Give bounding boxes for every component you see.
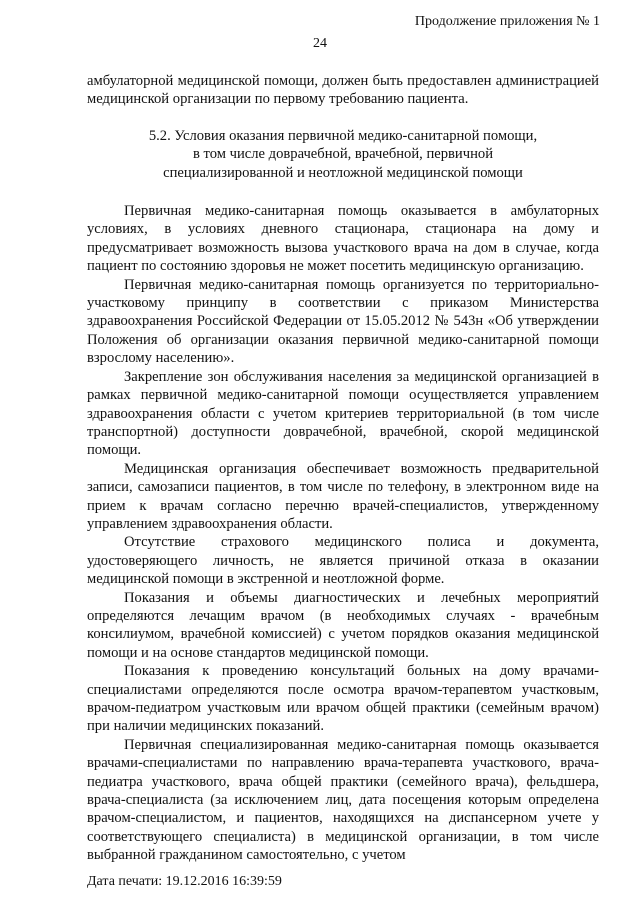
paragraph: Показания и объемы диагностических и лечебных мероприятий определяются лечащим врачом (в необходимых случаях - врачебным консилиумом, врачебной комиссией) с учетом порядков оказания медицинской помощи и на основе стандартов медицинской помощи. — [87, 589, 599, 661]
section-title — [87, 127, 599, 182]
continuation-label: Продолжение приложения № 1 — [414, 14, 600, 29]
page-number: 24 — [313, 36, 327, 51]
section-title-line: в том числе доврачебной, врачебной, первичной — [193, 146, 493, 163]
document-body — [87, 72, 599, 865]
section-title-line: специализированной и неотложной медицинской помощи — [163, 164, 523, 181]
paragraph: Закрепление зон обслуживания населения за медицинской организацией в рамках первичной медико-санитарной помощи осуществляется управлением здравоохранения области с учетом критериев территориальной (в том числе транспортной) доступности доврачебной, врачебной, скорой медицинской помощи. — [87, 368, 599, 459]
section-title-line: 5.2. Условия оказания первичной медико-санитарной помощи, — [148, 127, 538, 144]
intro-paragraph: амбулаторной медицинской помощи, должен быть предоставлен администрацией медицинской организации по первому требованию пациента. — [87, 73, 599, 108]
paragraph: Первичная специализированная медико-санитарная помощь оказывается врачами-специалистами по направлению врача-терапевта участкового, врача-педиатра участкового, врача общей практики (семейного врача), фельдшера, врача-специалиста (за исключением лиц, дата посещения которым определена врачом-специалистом, и пациентов, находящихся на диспансерном учете у соответствующего специалиста) в медицинской организации, в том числе выбранной гражданином самостоятельно, с учетом — [87, 736, 599, 864]
paragraph: Медицинская организация обеспечивает возможность предварительной записи, самозаписи пациентов, в том числе по телефону, в электронном виде на прием к врачам согласно перечню врачей-специалистов, утвержденному управлением здравоохранения области. — [87, 460, 599, 532]
paragraph: Отсутствие страхового медицинского полиса и документа, удостоверяющего личность, не является причиной отказа в оказании медицинской помощи в экстренной и неотложной форме. — [87, 534, 599, 588]
paragraph: Первичная медико-санитарная помощь организуется по территориально-участковому принципу в соответствии с приказом Министерства здравоохранения Российской Федерации от 15.05.2012 № 543н «Об утверждении Положения об организации оказания первичной медико-санитарной помощи взрослому населению». — [87, 276, 599, 367]
paragraph: Показания к проведению консультаций больных на дому врачами-специалистами определяются после осмотра врачом-терапевтом участковым, врачом-педиатром участковым или врачом общей практики (семейным врачом) при наличии медицинских показаний. — [87, 663, 599, 735]
paragraph: Первичная медико-санитарная помощь оказывается в амбулаторных условиях, в условиях дневного стационара, стационара на дому и предусматривает возможность вызова участкового врача на дом в случае, когда пациент по состоянию здоровья не может посетить медицинскую организацию. — [87, 203, 599, 275]
print-date: Дата печати: 19.12.2016 16:39:59 — [87, 874, 282, 889]
